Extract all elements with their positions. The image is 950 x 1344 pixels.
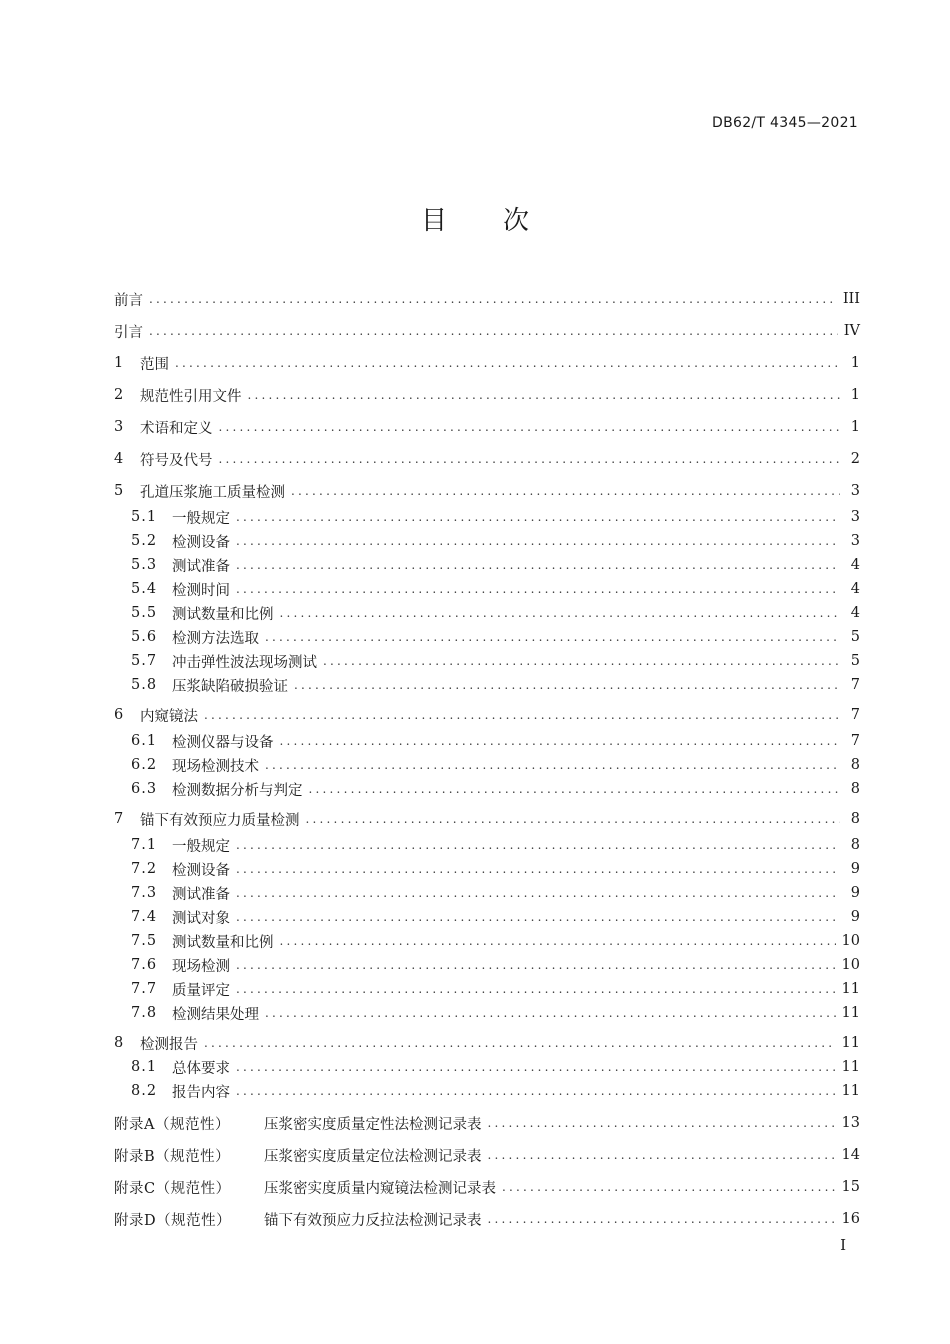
- toc-page: III: [842, 291, 860, 307]
- toc-entry[interactable]: [114, 601, 860, 625]
- toc-label: 检测时间: [172, 582, 230, 599]
- toc-leader: [219, 452, 841, 466]
- toc-leader: [306, 812, 841, 826]
- toc-entry[interactable]: [114, 905, 860, 929]
- toc-entry[interactable]: [114, 319, 860, 343]
- toc-entry[interactable]: [114, 577, 860, 601]
- toc-leader: [236, 862, 840, 876]
- toc-label: 压浆密实度质量定性法检测记录表: [264, 1116, 482, 1133]
- toc-entry[interactable]: [114, 287, 860, 311]
- toc-entry[interactable]: [114, 953, 860, 977]
- toc-number: 7.6: [131, 957, 158, 973]
- toc-page: 2: [850, 451, 860, 467]
- toc-number: 5.4: [131, 581, 158, 597]
- toc-number: 5.1: [131, 509, 158, 525]
- toc-page: 8: [850, 781, 860, 797]
- toc-leader: [280, 734, 841, 748]
- toc-label: 压浆缺陷破损验证: [172, 678, 288, 695]
- toc-leader: [488, 1116, 836, 1130]
- toc-number: 6.1: [131, 733, 158, 749]
- toc-leader: [204, 1036, 836, 1050]
- toc-number: 7.4: [131, 909, 158, 925]
- toc-number: 5: [114, 483, 124, 499]
- toc-label: 检测报告: [140, 1036, 198, 1053]
- toc-leader: [488, 1212, 836, 1226]
- toc-number: 5.8: [131, 677, 158, 693]
- toc-number: 7.1: [131, 837, 158, 853]
- toc-number: 6.3: [131, 781, 158, 797]
- toc-entry[interactable]: [114, 351, 860, 375]
- standard-code: DB62/T 4345—2021: [712, 115, 858, 131]
- toc-label: 测试数量和比例: [172, 606, 274, 623]
- toc-entry[interactable]: [114, 1143, 860, 1167]
- toc-leader: [236, 1060, 836, 1074]
- toc-page: 3: [850, 483, 860, 499]
- toc-entry[interactable]: [114, 833, 860, 857]
- toc-number: 2: [114, 387, 124, 403]
- toc-number: 1: [114, 355, 124, 371]
- toc-label: 检测仪器与设备: [172, 734, 274, 751]
- toc-leader: [236, 1084, 836, 1098]
- toc-leader: [219, 420, 841, 434]
- toc-entry[interactable]: [114, 1055, 860, 1079]
- toc-page: 9: [850, 885, 860, 901]
- toc-number: 5.2: [131, 533, 158, 549]
- toc-label: 检测设备: [172, 862, 230, 879]
- toc-leader: [502, 1180, 836, 1194]
- toc-entry[interactable]: [114, 881, 860, 905]
- toc-entry[interactable]: [114, 529, 860, 553]
- toc-page: 11: [841, 1059, 860, 1075]
- toc-page: 9: [850, 909, 860, 925]
- toc-number: 7.3: [131, 885, 158, 901]
- toc-leader: [265, 630, 840, 644]
- toc-leader: [323, 654, 840, 668]
- toc-label: 术语和定义: [140, 420, 213, 437]
- toc-leader: [488, 1148, 836, 1162]
- toc-leader: [236, 558, 840, 572]
- toc-label: 质量评定: [172, 982, 230, 999]
- toc-leader: [236, 958, 836, 972]
- toc-label: 锚下有效预应力反拉法检测记录表: [264, 1212, 482, 1229]
- toc-number: 附录B（规范性）: [114, 1148, 231, 1165]
- toc-page: 7: [850, 677, 860, 693]
- toc-entry[interactable]: [114, 1111, 860, 1135]
- toc-page: 4: [850, 605, 860, 621]
- toc-page: IV: [843, 323, 860, 339]
- toc-entry[interactable]: [114, 1031, 860, 1055]
- toc-entry[interactable]: [114, 383, 860, 407]
- toc-number: 5.5: [131, 605, 158, 621]
- toc-entry[interactable]: [114, 415, 860, 439]
- toc-label: 现场检测技术: [172, 758, 259, 775]
- toc-leader: [175, 356, 840, 370]
- toc-leader: [236, 534, 840, 548]
- toc-page: 11: [841, 1083, 860, 1099]
- toc-label: 测试数量和比例: [172, 934, 274, 951]
- toc-entry[interactable]: [114, 505, 860, 529]
- toc-leader: [280, 606, 841, 620]
- toc-page: 11: [841, 1005, 860, 1021]
- toc-label: 锚下有效预应力质量检测: [140, 812, 300, 829]
- toc-page: 7: [850, 733, 860, 749]
- toc-entry[interactable]: [114, 1001, 860, 1025]
- toc-page: 1: [850, 355, 860, 371]
- toc-label: 符号及代号: [140, 452, 213, 469]
- toc-page: 10: [841, 933, 860, 949]
- toc-label: 范围: [140, 356, 169, 373]
- toc-number: 8.1: [131, 1059, 158, 1075]
- toc-label: 检测数据分析与判定: [172, 782, 303, 799]
- toc-leader: [236, 510, 840, 524]
- toc-entry[interactable]: [114, 1175, 860, 1199]
- toc-leader: [294, 678, 840, 692]
- toc-leader: [265, 758, 840, 772]
- toc-entry[interactable]: [114, 479, 860, 503]
- toc-page: 15: [841, 1179, 860, 1195]
- toc-label: 孔道压浆施工质量检测: [140, 484, 285, 501]
- page-number: I: [840, 1236, 846, 1254]
- toc-leader: [236, 582, 840, 596]
- toc-leader: [236, 910, 840, 924]
- toc-number: 5.3: [131, 557, 158, 573]
- toc-number: 7.2: [131, 861, 158, 877]
- toc-leader: [291, 484, 840, 498]
- toc-label: 压浆密实度质量内窥镜法检测记录表: [264, 1180, 496, 1197]
- toc-number: 4: [114, 451, 124, 467]
- toc-entry[interactable]: [114, 777, 860, 801]
- toc-page: 5: [850, 653, 860, 669]
- toc-page: 8: [850, 757, 860, 773]
- toc-entry[interactable]: [114, 673, 860, 697]
- toc-label: 压浆密实度质量定位法检测记录表: [264, 1148, 482, 1165]
- toc-leader: [248, 388, 841, 402]
- toc-number: 7.5: [131, 933, 158, 949]
- toc-label: 总体要求: [172, 1060, 230, 1077]
- toc-label: 现场检测: [172, 958, 230, 975]
- toc-number: 3: [114, 419, 124, 435]
- toc-page: 8: [850, 837, 860, 853]
- toc-leader: [236, 886, 840, 900]
- toc-entry[interactable]: [114, 1207, 860, 1231]
- toc-label: 一般规定: [172, 838, 230, 855]
- toc-leader: [204, 708, 840, 722]
- toc-page: 3: [850, 533, 860, 549]
- toc-page: 13: [841, 1115, 860, 1131]
- toc-leader: [280, 934, 836, 948]
- toc-label: 测试对象: [172, 910, 230, 927]
- toc-entry[interactable]: [114, 553, 860, 577]
- toc-number: 7: [114, 811, 124, 827]
- toc-label: 测试准备: [172, 558, 230, 575]
- toc-entry[interactable]: [114, 929, 860, 953]
- toc-leader: [309, 782, 841, 796]
- toc-page: 7: [850, 707, 860, 723]
- toc-number: 5.6: [131, 629, 158, 645]
- toc-leader: [236, 982, 836, 996]
- toc-number: 5.7: [131, 653, 158, 669]
- toc-number: 8: [114, 1035, 124, 1051]
- toc-page: 5: [850, 629, 860, 645]
- toc-entry[interactable]: [114, 625, 860, 649]
- toc-page: 11: [841, 1035, 860, 1051]
- toc-label: 冲击弹性波法现场测试: [172, 654, 317, 671]
- toc-page: 14: [841, 1147, 860, 1163]
- toc-label: 规范性引用文件: [140, 388, 242, 405]
- toc-entry[interactable]: [114, 753, 860, 777]
- toc-label: 前言: [114, 292, 143, 309]
- toc-entry[interactable]: [114, 447, 860, 471]
- toc-page: 1: [850, 419, 860, 435]
- toc-number: 附录D（规范性）: [114, 1212, 232, 1229]
- toc-entry[interactable]: [114, 729, 860, 753]
- toc-label: 引言: [114, 324, 143, 341]
- toc-page: 1: [850, 387, 860, 403]
- toc-page: 11: [841, 981, 860, 997]
- toc-page: 9: [850, 861, 860, 877]
- toc-label: 内窥镜法: [140, 708, 198, 725]
- toc-page: 3: [850, 509, 860, 525]
- toc-entry[interactable]: [114, 977, 860, 1001]
- toc-page: 16: [841, 1211, 860, 1227]
- toc-number: 6: [114, 707, 124, 723]
- toc-label: 一般规定: [172, 510, 230, 527]
- toc-leader: [236, 838, 840, 852]
- toc-leader: [149, 324, 838, 338]
- toc-number: 7.8: [131, 1005, 158, 1021]
- toc-number: 7.7: [131, 981, 158, 997]
- toc-page: 4: [850, 581, 860, 597]
- toc-page: 8: [850, 811, 860, 827]
- toc-leader: [265, 1006, 836, 1020]
- toc-leader: [149, 292, 837, 306]
- page-title: 目次: [420, 206, 585, 236]
- toc-entry[interactable]: [114, 807, 860, 831]
- toc-page: 4: [850, 557, 860, 573]
- toc-label: 检测方法选取: [172, 630, 259, 647]
- toc-label: 检测结果处理: [172, 1006, 259, 1023]
- toc-number: 6.2: [131, 757, 158, 773]
- toc-label: 测试准备: [172, 886, 230, 903]
- toc-number: 附录A（规范性）: [114, 1116, 230, 1133]
- toc-label: 检测设备: [172, 534, 230, 551]
- toc-entry[interactable]: [114, 1079, 860, 1103]
- toc-entry[interactable]: [114, 703, 860, 727]
- toc-entry[interactable]: [114, 649, 860, 673]
- toc-number: 附录C（规范性）: [114, 1180, 231, 1197]
- toc-number: 8.2: [131, 1083, 158, 1099]
- toc-label: 报告内容: [172, 1084, 230, 1101]
- toc-entry[interactable]: [114, 857, 860, 881]
- toc-page: 10: [841, 957, 860, 973]
